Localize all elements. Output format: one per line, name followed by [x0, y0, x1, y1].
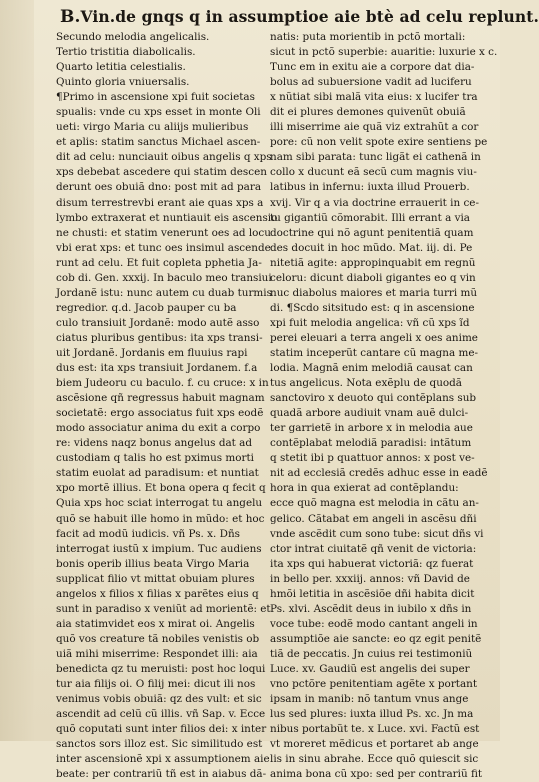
text-line: ascendit ad celũ cũ illis. vñ Sap. v. Ecce: [56, 707, 264, 722]
text-line: Luce. xv. Gaudiũ est angelis dei super: [270, 662, 492, 677]
text-line: vno pctõre penitentiam agẽte x portant: [270, 677, 492, 692]
text-line: ter garrietẽ in arbore x in melodia aue: [270, 421, 492, 436]
text-line: illi miserrime aie quã viz extrahũt a cor: [270, 120, 492, 135]
running-title: Vin.de gnqs q in assumptioe aie btè ad celu replunt.: [81, 7, 539, 26]
text-line: sunt in paradiso x veniũt ad morientẽ: et: [56, 602, 264, 617]
text-line: ipsam in manib: nõ tantum vnus ange: [270, 692, 492, 707]
text-line: contẽplabat melodiã paradisi: intãtum: [270, 436, 492, 451]
text-line: quõ se habuit ille homo in mũdo: et hoc: [56, 512, 264, 527]
text-line: modo associatur anima du exit a corpo: [56, 421, 264, 436]
text-line: voce tube: eodẽ modo cantant angeli in: [270, 617, 492, 632]
text-line: sicut in pctõ superbie: auaritie: luxurie x c.: [270, 45, 492, 60]
text-line: statim inceperũt cantare cũ magna me-: [270, 346, 492, 361]
text-line: nibus portabũt te. x Luce. xvi. Factũ est: [270, 722, 492, 737]
text-line: bonis operib illius beata Virgo Maria: [56, 557, 264, 572]
text-line: hmõi letitia in ascẽsiõe dñi habita dicit: [270, 587, 492, 602]
text-line: dit ei plures demones quivenũt obuiã: [270, 105, 492, 120]
text-line: xpo mortẽ illius. Et bona opera q fecit q: [56, 481, 264, 496]
text-line: ecce quõ magna est melodia in cãtu an-: [270, 496, 492, 511]
text-line: Tertio tristitia diabolicalis.: [56, 45, 264, 60]
text-line: lodia. Magnã enim melodiã causat can: [270, 361, 492, 376]
text-line: q stetit ibi p quattuor annos: x post ve-: [270, 451, 492, 466]
text-line: nit ad ecclesiã credẽs adhuc esse in eadẽ: [270, 466, 492, 481]
text-line: in bello per. xxxiij. annos: vñ David de: [270, 572, 492, 587]
running-header: [60, 6, 490, 28]
text-line: x nũtiat sibi malã vita eius: x lucifer tra: [270, 90, 492, 105]
text-line: vbi erat xps: et tunc oes insimul ascende: [56, 241, 264, 256]
text-line: ¶Primo in ascensione xpi fuit societas: [56, 90, 264, 105]
text-line: ciatus pluribus gentibus: ita xps transi-: [56, 331, 264, 346]
text-line: dus est: ita xps transiuit Jordanem. f.a: [56, 361, 264, 376]
right-text-column: [270, 30, 492, 730]
text-line: anima bona cũ xpo: sed per contrariũ fit: [270, 767, 492, 782]
text-line: hora in qua exierat ad contẽplandu:: [270, 481, 492, 496]
text-line: Quarto letitia celestialis.: [56, 60, 264, 75]
text-line: supplicat filio vt mittat obuiam plures: [56, 572, 264, 587]
text-line: lis in sinu abrahe. Ecce quõ quiescit sic: [270, 752, 492, 767]
text-line: Ps. xlvi. Ascẽdit deus in iubilo x dñs in: [270, 602, 492, 617]
text-line: Jordanẽ istu: nunc autem cu duab turmis: [56, 286, 264, 301]
text-line: tus angelicus. Nota exẽplu de quodã: [270, 376, 492, 391]
text-line: doctrine qui nõ agunt penitentiã quam: [270, 226, 492, 241]
text-line: re: videns naqz bonus angelus dat ad: [56, 436, 264, 451]
text-line: assumptiõe aie sancte: eo qz egit penitẽ: [270, 632, 492, 647]
text-line: statim euolat ad paradisum: et nuntiat: [56, 466, 264, 481]
text-line: disum terrestrevbi erant aie quas xps a: [56, 196, 264, 211]
text-line: nam sibi parata: tunc ligãt ei cathenã in: [270, 150, 492, 165]
text-line: gelico. Cãtabat em angeli in ascẽsu dñi: [270, 512, 492, 527]
text-line: et aplis: statim sanctus Michael ascen-: [56, 135, 264, 150]
text-line: tur aia filijs oi. O filij mei: dicut ili nos: [56, 677, 264, 692]
text-line: spualis: vnde cu xps esset in monte Oli: [56, 105, 264, 120]
text-line: angelos x filios x filias x parẽtes eius q: [56, 587, 264, 602]
text-line: pore: cũ non velit spote exire sentiens pe: [270, 135, 492, 150]
text-line: aia statimvidet eos x mirat oi. Angelis: [56, 617, 264, 632]
text-line: des docuit in hoc mũdo. Mat. iij. di. Pe: [270, 241, 492, 256]
text-line: quõ vos creature tã nobiles venistis ob: [56, 632, 264, 647]
text-line: dit ad celu: nunciauit oibus angelis q xps: [56, 150, 264, 165]
text-line: xpi fuit melodia angelica: vñ cũ xps ĩd: [270, 316, 492, 331]
text-line: cob di. Gen. xxxij. In baculo meo transiui: [56, 271, 264, 286]
text-line: tiã de peccatis. Jn cuius rei testimoniũ: [270, 647, 492, 662]
text-line: vt moreret mẽdicus et portaret ab ange: [270, 737, 492, 752]
text-line: interrogat iustũ x impium. Tuc audiens: [56, 542, 264, 557]
text-line: ita xps qui habuerat victoriã: qz fuerat: [270, 557, 492, 572]
text-line: tu gigantiũ cõmorabit. Illi errant a via: [270, 211, 492, 226]
left-text-column: [56, 30, 264, 730]
text-line: quadã arbore audiuit vnam auẽ dulci-: [270, 406, 492, 421]
text-line: Quia xps hoc sciat interrogat tu angelu: [56, 496, 264, 511]
text-line: custodiam q talis ho est pximus morti: [56, 451, 264, 466]
text-line: facit ad modũ iudicis. vñ Ps. x. Dñs: [56, 527, 264, 542]
text-line: sanctoviro x deuoto qui contẽplans sub: [270, 391, 492, 406]
text-line: runt ad celu. Et fuit copleta pphetia Ja-: [56, 256, 264, 271]
text-line: ctor intrat ciuitatẽ qñ venit de victoria:: [270, 542, 492, 557]
text-line: natis: puta morientib in pctõ mortali:: [270, 30, 492, 45]
text-line: Secundo melodia angelicalis.: [56, 30, 264, 45]
text-line: biem Judeoru cu baculo. f. cu cruce: x in: [56, 376, 264, 391]
text-line: nuc diabolus maiores et maria turri mũ: [270, 286, 492, 301]
text-line: Tunc em in exitu aie a corpore dat dia-: [270, 60, 492, 75]
text-line: quõ coputati sunt inter filios dei: x inter: [56, 722, 264, 737]
text-line: perei eleuari a terra angeli x oes anime: [270, 331, 492, 346]
text-line: collo x ducunt eã secũ cum magnis viu-: [270, 165, 492, 180]
text-line: benedicta qz tu meruisti: post hoc loqui: [56, 662, 264, 677]
text-line: derunt oes obuiã dno: post mit ad para: [56, 180, 264, 195]
text-line: xvij. Vir q a via doctrine errauerit in ce-: [270, 196, 492, 211]
text-line: lus sed plures: iuxta illud Ps. xc. Jn ma: [270, 707, 492, 722]
text-line: venimus vobis obuiã: qz des vult: et sic: [56, 692, 264, 707]
text-line: di. ¶Scdo sitsitudo est: q in ascensione: [270, 301, 492, 316]
text-line: nitetiã agite: appropinquabit em regnũ: [270, 256, 492, 271]
text-line: vnde ascẽdit cum sono tube: sicut dñs vi: [270, 527, 492, 542]
text-line: lymbo extraxerat et nuntiauit eis ascensio: [56, 211, 264, 226]
text-line: culo transiuit Jordanẽ: modo autẽ asso: [56, 316, 264, 331]
text-line: Quinto gloria vniuersalis.: [56, 75, 264, 90]
text-line: uit Jordanẽ. Jordanis em fluuius rapi: [56, 346, 264, 361]
text-line: uiã mihi miserrime: Respondet illi: aia: [56, 647, 264, 662]
text-line: societatẽ: ergo associatus fuit xps eodẽ: [56, 406, 264, 421]
quire-signature: B.: [60, 7, 81, 27]
text-line: regredior. q.d. Jacob pauper cu ba: [56, 301, 264, 316]
text-line: ascẽsione qñ regressus habuit magnam: [56, 391, 264, 406]
text-line: ueti: virgo Maria cu aliijs mulieribus: [56, 120, 264, 135]
page-gutter-shadow: [0, 0, 34, 741]
text-line: celoru: dicunt diaboli gigantes eo q vin: [270, 271, 492, 286]
text-line: sanctos sors illoz est. Sic similitudo est: [56, 737, 264, 752]
text-line: inter ascensionẽ xpi x assumptionem aie: [56, 752, 264, 767]
text-line: bolus ad subuersione vadit ad luciferu: [270, 75, 492, 90]
text-line: xps debebat ascedere qui statim descen: [56, 165, 264, 180]
text-line: ne chusti: et statim venerunt oes ad locu: [56, 226, 264, 241]
text-line: beate: per contrariũ tñ est in aiabus dã-: [56, 767, 264, 782]
text-line: latibus in infernu: iuxta illud Prouerb.: [270, 180, 492, 195]
